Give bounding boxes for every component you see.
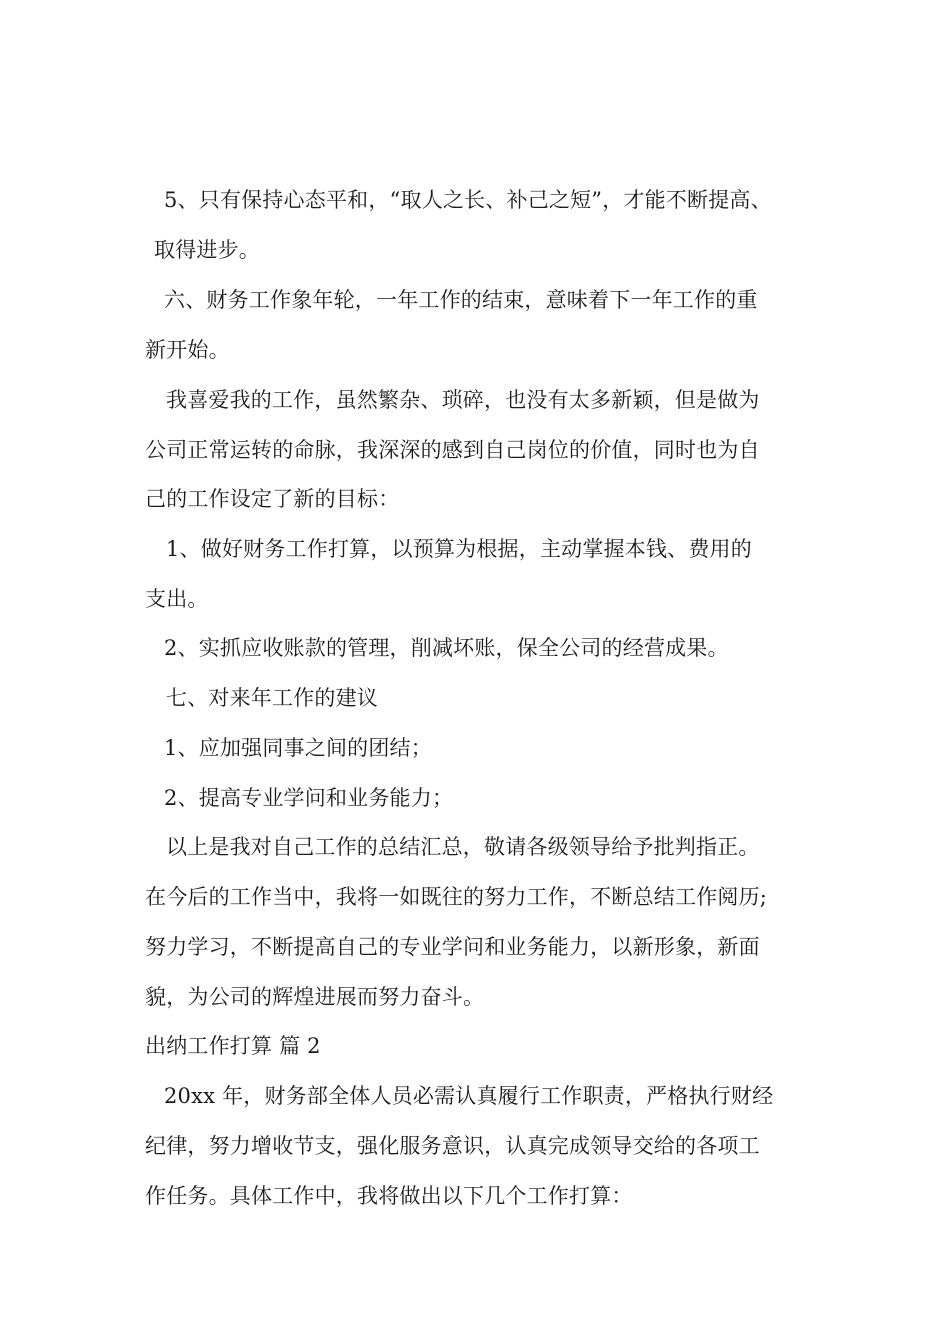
paragraph-line: 5、只有保持心态平和，“取人之长、补己之短”，才能不断提高、: [164, 188, 772, 212]
paragraph-line: 20xx 年，财务部全体人员必需认真履行工作职责，严格执行财经: [164, 1084, 774, 1108]
paragraph-line: 1、应加强同事之间的团结；: [164, 736, 432, 760]
paragraph-line: 2、提高专业学问和业务能力；: [164, 786, 454, 810]
paragraph-line: 2、实抓应收账款的管理，削减坏账，保全公司的经营成果。: [164, 636, 729, 660]
section-title: 出纳工作打算 篇 2: [145, 1034, 321, 1058]
paragraph-line: 貌，为公司的辉煌进展而努力奋斗。: [145, 985, 485, 1009]
paragraph-line: 作任务。具体工作中，我将做出以下几个工作打算：: [145, 1184, 633, 1208]
paragraph-line: 公司正常运转的命脉，我深深的感到自己岗位的价值，同时也为自: [145, 438, 760, 462]
paragraph-line: 取得进步。: [154, 238, 260, 262]
paragraph-line: 己的工作设定了新的目标：: [145, 487, 400, 511]
paragraph-line: 1、做好财务工作打算，以预算为根据，主动掌握本钱、费用的: [166, 537, 752, 561]
paragraph-line: 纪律，努力增收节支，强化服务意识，认真完成领导交给的各项工: [145, 1134, 760, 1158]
paragraph-line: 支出。: [145, 587, 209, 611]
paragraph-line: 我喜爱我的工作，虽然繁杂、琐碎，也没有太多新颖，但是做为: [166, 388, 760, 412]
paragraph-line: 以上是我对自己工作的总结汇总，敬请各级领导给予批判指正。: [166, 835, 760, 859]
section-heading: 七、对来年工作的建议: [166, 686, 378, 710]
paragraph-line: 六、财务工作象年轮，一年工作的结束，意味着下一年工作的重: [164, 288, 758, 312]
paragraph-line: 在今后的工作当中，我将一如既往的努力工作，不断总结工作阅历;: [145, 885, 768, 909]
paragraph-line: 新开始。: [145, 338, 230, 362]
paragraph-line: 努力学习，不断提高自己的专业学问和业务能力，以新形象，新面: [145, 935, 760, 959]
